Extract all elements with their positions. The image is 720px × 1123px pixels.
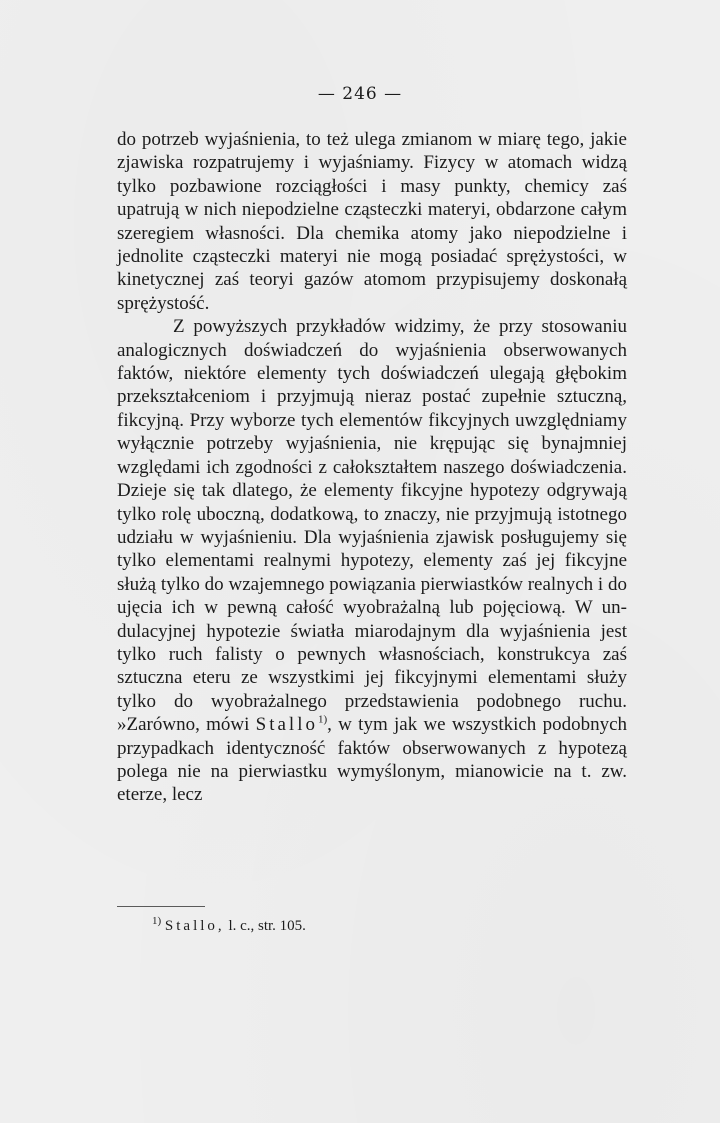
footnote-marker: 1)	[152, 915, 162, 927]
paragraph-2-text: Z powyższych przykładów widzimy, że przy stosowaniu analogicznych doświadczeń do wyjaśnienia obserwowanych faktów, niektóre elementy tych doświadczeń ulegają głębokim przekształceniom i przyjmują nieraz postać zupełnie sztuczną, fikcyjną. Przy wyborze tych elementów fikcyjnych uwzględniamy wyłącznie potrzeby wyjaśnienia, nie krępując się bynajmniej względami ich zgodności z całokształtem naszego doświadczenia. Dzieje się tak dlatego, że elementy fikcyjne hypotezy odgrywają tylko rolę uboczną, dodatkową, to znaczy, nie przyjmują istotnego udziału w wyjaśnieniu. Dla wyjaśnienia zjawisk posługujemy się tylko elementami realnymi hypotezy, elementy zaś jej fikcyjne służą tylko do wzajemnego powiązania pierwiastków realnych i do ujęcia ich w pewną całość wyobrażalną lub pojęciową. W undulacyjnej hypotezie światła miarodajnym dla wyjaśnienia jest tylko ruch falisty o pewnych własnościach, konstrukcya zaś sztuczna eteru ze wszystkimi jej fikcyjnymi elementami służy tylko do wyobrażalnego przedstawienia podobnego ruchu. »Zarówno, mówi	[117, 316, 627, 736]
author-name: Stallo	[255, 714, 318, 736]
footnote-text: l. c., str. 105.	[228, 918, 306, 934]
footnote-reference: 1)	[318, 713, 328, 726]
paragraph-1: do potrzeb wyjaśnienia, to też ulega zmianom w miarę tego, jakie zjawiska rozpatrujemy i wyjaśniamy. Fizycy w atomach widzą tylko pozbawione rozciągłości i masy punkty, chemicy zaś upatrują w nich niepodzielne cząsteczki materyi, obdarzone całym szeregiem własności. Dla chemika atomy jako niepodzielne i jednolite cząsteczki materyi nie mogą posiadać sprężystości, w kinetycznej zaś teoryi gazów atomom przypisujemy doskonałą sprężystość.	[117, 129, 627, 314]
paragraph-2	[117, 315, 627, 807]
paragraph-2-tail: , w tym jak we wszystkich podobnych przypadkach identyczność faktów obserwowanych z hypotezą polega nie na pierwiastku wymyślonym, mianowicie na t. zw. eterze, lecz	[117, 714, 628, 806]
body-text	[117, 128, 627, 807]
footnote	[152, 915, 306, 935]
footnote-author: Stallo,	[164, 918, 225, 934]
footnote-divider	[117, 906, 205, 907]
page-number-header: — 246 —	[317, 84, 403, 104]
